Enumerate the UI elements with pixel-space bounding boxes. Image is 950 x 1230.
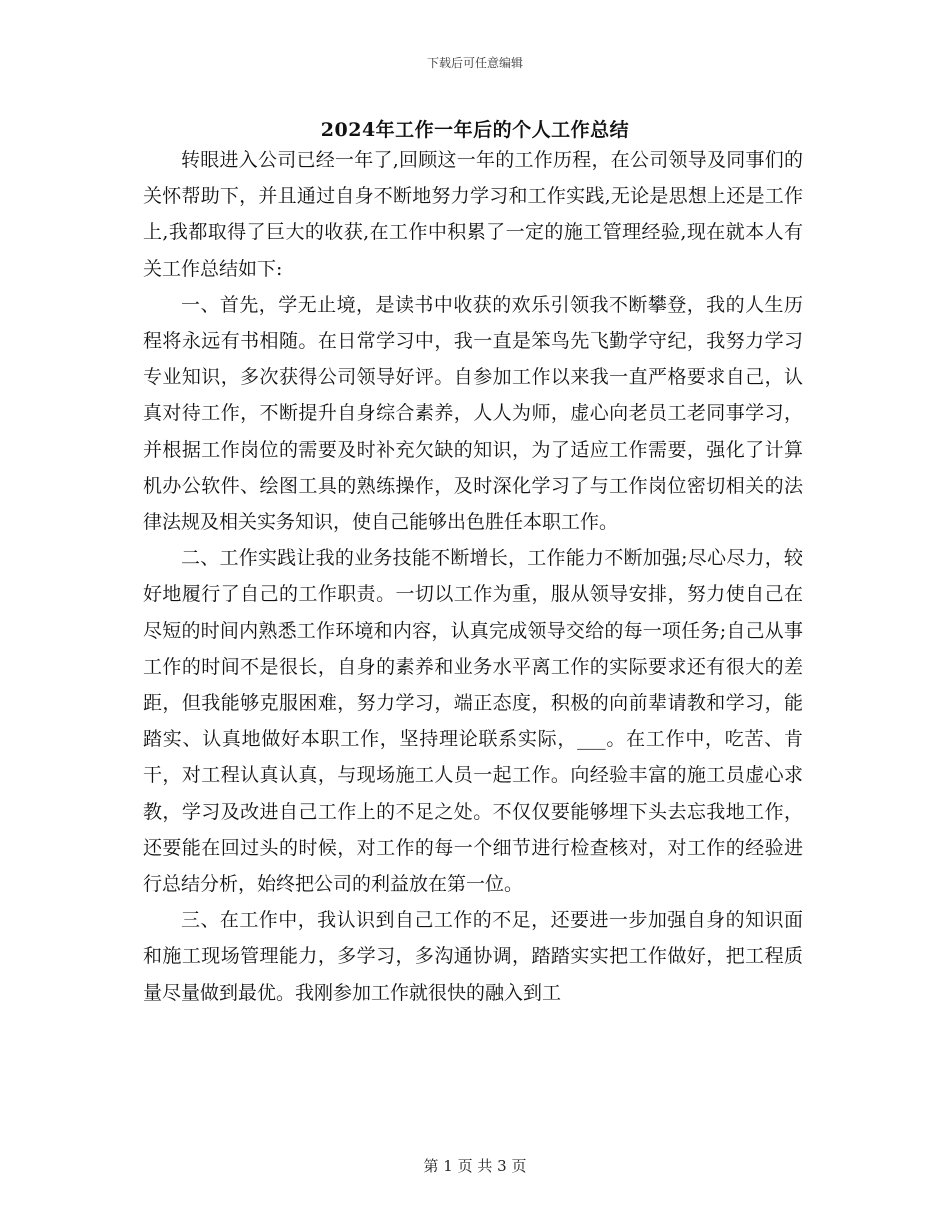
paragraph-intro: 转眼进入公司已经一年了,回顾这一年的工作历程，在公司领导及同事们的关怀帮助下，并且通过自身不断地努力学习和工作实践,无论是思想上还是工作上,我都取得了巨大的收获,在工作中积累了一定的施工管理经验,现在就本人有关工作总结如下: [143, 149, 803, 280]
document-title: 2024年工作一年后的个人工作总结 [320, 119, 630, 141]
header-note: 下载后可任意编辑 [426, 56, 523, 70]
document-body [143, 142, 803, 1011]
paragraph-section-1: 一、首先，学无止境，是读书中收获的欢乐引领我不断攀登，我的人生历程将永远有书相随。在日常学习中，我一直是笨鸟先飞勤学守纪，我努力学习专业知识，多次获得公司领导好评。自参加工作以来我一直严格要求自己，认真对待工作，不断提升自身综合素养，人人为师，虚心向老员工老同事学习，并根据工作岗位的需要及时补充欠缺的知识，为了适应工作需要，强化了计算机办公软件、绘图工具的熟练操作，及时深化学习了与工作岗位密切相关的法律法规及相关实务知识，使自己能够出色胜任本职工作。 [143, 293, 803, 534]
page-footer: 第 1 页 共 3 页 [423, 1157, 527, 1175]
paragraph-section-2: 二、工作实践让我的业务技能不断增长，工作能力不断加强;尽心尽力，较好地履行了自己的工作职责。一切以工作为重，服从领导安排，努力使自己在尽短的时间内熟悉工作环境和内容，认真完成领导交给的每一项任务;自己从事工作的时间不是很长，自身的素养和业务水平离工作的实际要求还有很大的差距，但我能够克服困难，努力学习，端正态度，积极的向前辈请教和学习，能踏实、认真地做好本职工作，坚持理论联系实际，___。在工作中，吃苦、肯干，对工程认真认真，与现场施工人员一起工作。向经验丰富的施工员虚心求教，学习及改进自己工作上的不足之处。不仅仅要能够埋下头去忘我地工作，还要能在回过头的时候，对工作的每一个细节进行检查核对，对工作的经验进行总结分析，始终把公司的利益放在第一位。 [143, 547, 803, 896]
paragraph-section-3: 三、在工作中，我认识到自己工作的不足，还要进一步加强自身的知识面和施工现场管理能力，多学习，多沟通协调，踏踏实实把工作做好，把工程质量尽量做到最优。我刚参加工作就很快的融入到工 [143, 909, 803, 1004]
